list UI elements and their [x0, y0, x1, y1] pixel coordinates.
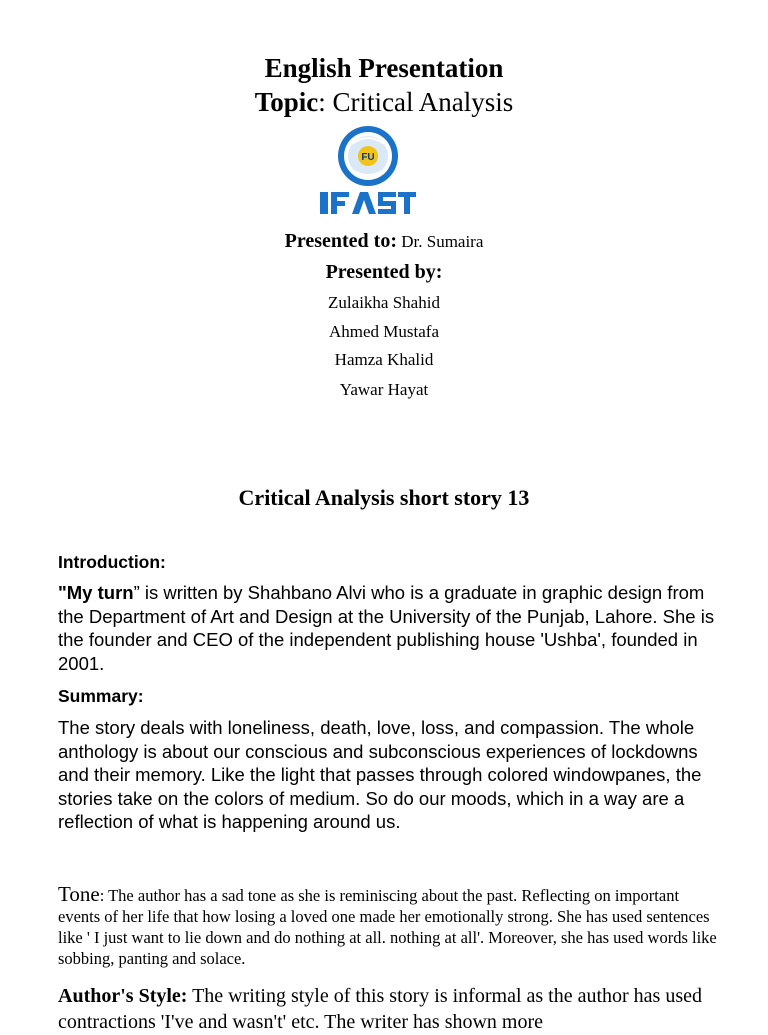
document-title: English Presentation	[264, 53, 504, 83]
tone-paragraph	[58, 884, 718, 969]
presented-to	[0, 228, 768, 255]
presenter-name: Hamza Khalid	[334, 350, 434, 369]
presenter-name: Yawar Hayat	[339, 380, 429, 399]
introduction-paragraph	[58, 581, 718, 675]
authors-style-text: The writing style of this story is informal as the author has used contractions 'I've and wasn't' etc. The writer has shown more	[58, 985, 703, 1033]
topic-label: Topic	[254, 87, 319, 117]
university-logo	[318, 124, 418, 220]
authors-style-label: Author's Style:	[58, 985, 188, 1007]
story-title: "My turn	[58, 582, 134, 603]
summary-paragraph: The story deals with loneliness, death, love, loss, and compassion. The whole anthology is about our conscious and subconscious experiences of lockdowns and their memory. Like the light that passes through colored windowpanes, the stories take on the colors of medium. So do our moods, which in a way are a reflection of what is happening around us.	[58, 717, 702, 832]
presenter-name: Zulaikha Shahid	[328, 293, 440, 312]
authors-style-paragraph	[58, 983, 718, 1035]
topic-separator: :	[318, 87, 326, 117]
presenter-name: Ahmed Mustafa	[328, 322, 439, 341]
presented-to-label: Presented to:	[284, 230, 397, 252]
presented-to-value: Dr. Sumaira	[396, 232, 484, 251]
presented-by-label: Presented by:	[325, 261, 443, 283]
summary-label: Summary:	[58, 686, 144, 706]
topic-line	[0, 86, 768, 118]
ifast-wordmark	[320, 192, 416, 214]
university-seal-icon	[318, 124, 418, 220]
tone-text: : The author has a sad tone as she is reminiscing about the past. Reflecting on important events of her life that how losing a loved one made her emotionally strong. She has used sentences like ' I just want to lie down and do nothing at all. nothing at all'. Moreover, she has used words like sobbing, panting and solace.	[58, 886, 717, 968]
topic-value: Critical Analysis	[325, 87, 514, 117]
introduction-text: ” is written by Shahbano Alvi who is a graduate in graphic design from the Department of Art and Design at the University of the Punjab, Lahore. She is the founder and CEO of the independent publishing house 'Ushba', founded in 2001.	[58, 582, 715, 674]
section-heading: Critical Analysis short story 13	[238, 485, 530, 510]
seal-monogram: FU	[361, 152, 375, 163]
introduction-label: Introduction:	[58, 552, 166, 572]
tone-label: Tone	[58, 882, 100, 906]
